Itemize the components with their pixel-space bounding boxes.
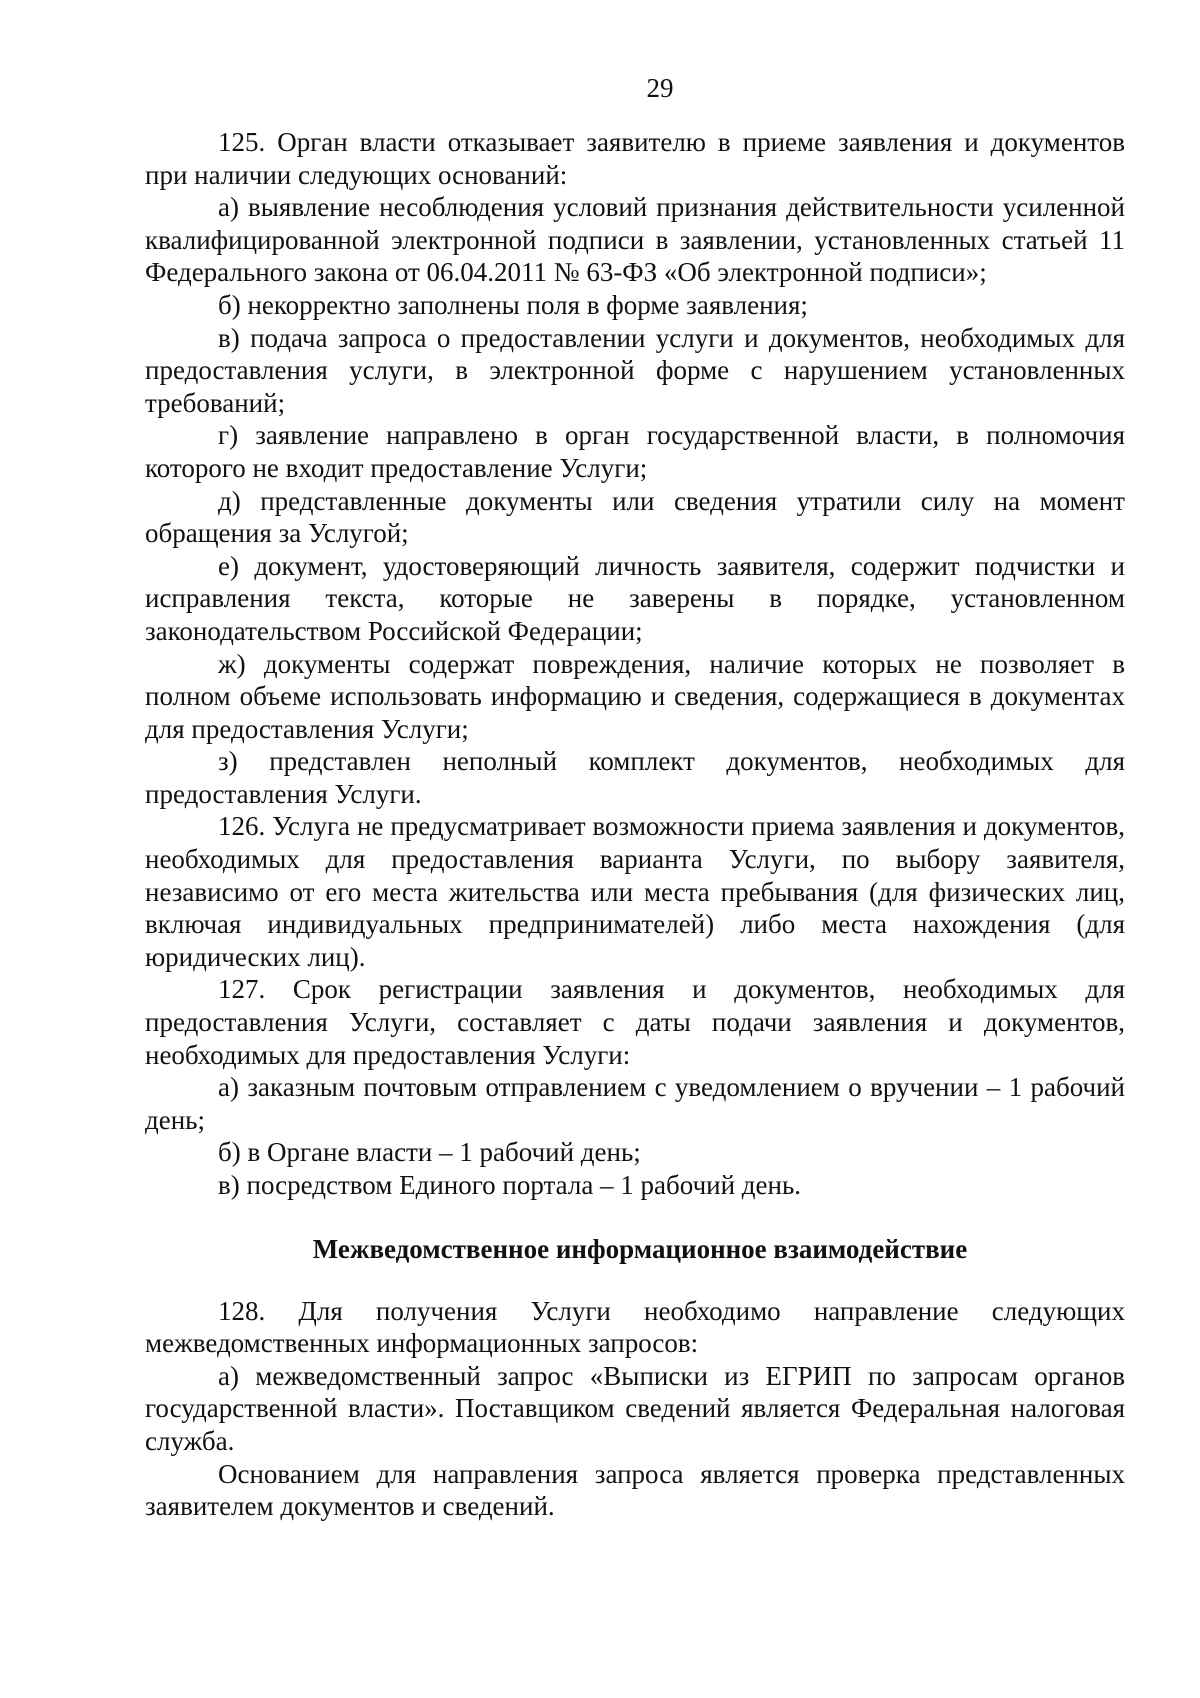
page-number: 29 (646, 73, 674, 103)
paragraph-125-a: а) выявление несоблюдения условий признания действительности усиленной квалифицированной электронной подписи в заявлении, установленных статьей 11 Федерального закона от 06.04.2011 № 63-ФЗ «Об электронной подписи»; (145, 192, 1125, 288)
paragraph-128-basis: Основанием для направления запроса является проверка представленных заявителем документов и сведений. (145, 1458, 1125, 1522)
paragraph-125-z: з) представлен неполный комплект документов, необходимых для предоставления Услуги. (145, 746, 1125, 809)
paragraph-127-a: а) заказным почтовым отправлением с уведомлением о вручении – 1 рабочий день; (145, 1072, 1125, 1135)
document-body (145, 126, 1125, 1523)
paragraph-128: 128. Для получения Услуги необходимо направление следующих межведомственных информационных запросов: (145, 1295, 1125, 1359)
paragraph-125-g: г) заявление направлено в орган государственной власти, в полномочия которого не входит предоставление Услуги; (145, 420, 1125, 483)
paragraph-126: 126. Услуга не предусматривает возможности приема заявления и документов, необходимых для предоставления варианта Услуги, по выбору заявителя, независимо от его места жительства или места пребывания (для физических лиц, включая индивидуальных предпринимателей) либо места нахождения (для юридических лиц). (145, 811, 1125, 972)
paragraph-127: 127. Срок регистрации заявления и документов, необходимых для предоставления Услуги, составляет с даты подачи заявления и документов, необходимых для предоставления Услуги: (145, 974, 1125, 1070)
paragraph-128-a: а) межведомственный запрос «Выписки из ЕГРИП по запросам органов государственной власти». Поставщиком сведений является Федеральная налоговая служба. (145, 1360, 1125, 1456)
paragraph-125-d: д) представленные документы или сведения утратили силу на момент обращения за Услугой; (145, 485, 1125, 549)
paragraph-125-v: в) подача запроса о предоставлении услуги и документов, необходимых для предоставления услуги, в электронной форме с нарушением установленных требований; (145, 322, 1125, 418)
paragraph-127-b: б) в Органе власти – 1 рабочий день; (218, 1137, 641, 1168)
paragraph-125-b: б) некорректно заполнены поля в форме заявления; (218, 289, 808, 320)
paragraph-127-v: в) посредством Единого портала – 1 рабочий день. (218, 1170, 802, 1200)
paragraph-125-zh: ж) документы содержат повреждения, наличие которых не позволяет в полном объеме использовать информацию и сведения, содержащиеся в документах для предоставления Услуги; (145, 648, 1125, 744)
paragraph-125: 125. Орган власти отказывает заявителю в приеме заявления и документов при наличии следующих оснований: (145, 127, 1125, 190)
paragraph-125-e: е) документ, удостоверяющий личность заявителя, содержит подчистки и исправления текста, которые не заверены в порядке, установленном законодательством Российской Федерации; (145, 550, 1125, 646)
section-heading: Межведомственное информационное взаимодействие (312, 1233, 968, 1264)
document-page (145, 72, 1125, 1523)
